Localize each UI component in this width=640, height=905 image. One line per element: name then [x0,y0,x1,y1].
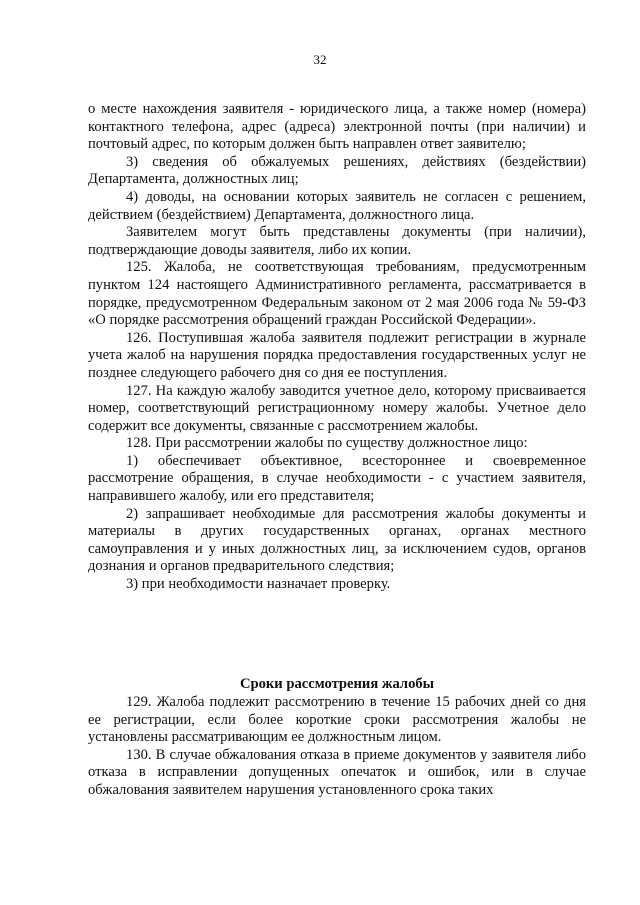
paragraph-127: 127. На каждую жалобу заводится учетное дело, которому присваивается номер, соответствующий регистрационному номеру жалобы. Учетное дело содержит все документы, связанные с рассмотрением жалобы. [88,382,586,434]
list-item-4: 4) доводы, на основании которых заявитель не согласен с решением, действием (бездействием) Департамента, должностного лица. [88,188,586,223]
section-heading: Сроки рассмотрения жалобы [239,676,435,692]
paragraph-128: 128. При рассмотрении жалобы по существу должностное лицо: [126,435,528,452]
paragraph-documents: Заявителем могут быть представлены документы (при наличии), подтверждающие доводы заявителя, либо их копии. [88,224,586,258]
document-body-top [88,101,586,594]
list-item-128-2: 2) запрашивает необходимые для рассмотрения жалобы документы и материалы в других государственных органах, органах местного самоуправления и у иных должностных лиц, за исключением судов, органов дознания и органов предварительного следствия; [88,505,586,575]
page-number: 32 [313,52,327,67]
paragraph-continuation: о месте нахождения заявителя - юридического лица, а также номер (номера) контактного телефона, адрес (адреса) электронной почты (при наличии) и почтовый адрес, по которым должен быть направлен ответ заявителю; [88,101,586,153]
paragraph-129: 129. Жалоба подлежит рассмотрению в течение 15 рабочих дней со дня ее регистрации, если более короткие сроки рассмотрения жалобы не установлены рассматривающим ее должностным лицом. [88,694,586,746]
paragraph-125: 125. Жалоба, не соответствующая требованиям, предусмотренным пунктом 124 настоящего Административного регламента, рассматривается в порядке, предусмотренном Федеральным законом от 2 мая 2006 года № 59-ФЗ «О порядке рассмотрения обращений граждан Российской Федерации». [88,259,586,329]
list-item-128-3: 3) при необходимости назначает проверку. [126,576,391,593]
paragraph-126: 126. Поступившая жалоба заявителя подлежит регистрации в журнале учета жалоб на нарушения порядка предоставления государственных услуг не позднее следующего рабочего дня со дня ее поступления. [88,329,586,381]
paragraph-130: 130. В случае обжалования отказа в приеме документов у заявителя либо отказа в исправлении допущенных опечаток и ошибок, или в случае обжалования заявителем нарушения установленного срока таких [88,746,586,798]
list-item-3: 3) сведения об обжалуемых решениях, действиях (бездействии) Департамента, должностных лиц; [88,153,586,188]
document-body-bottom [88,694,586,800]
list-item-128-1: 1) обеспечивает объективное, всестороннее и своевременное рассмотрение обращения, в случае необходимости - с участием заявителя, направившего жалобу, или его представителя; [88,452,586,505]
